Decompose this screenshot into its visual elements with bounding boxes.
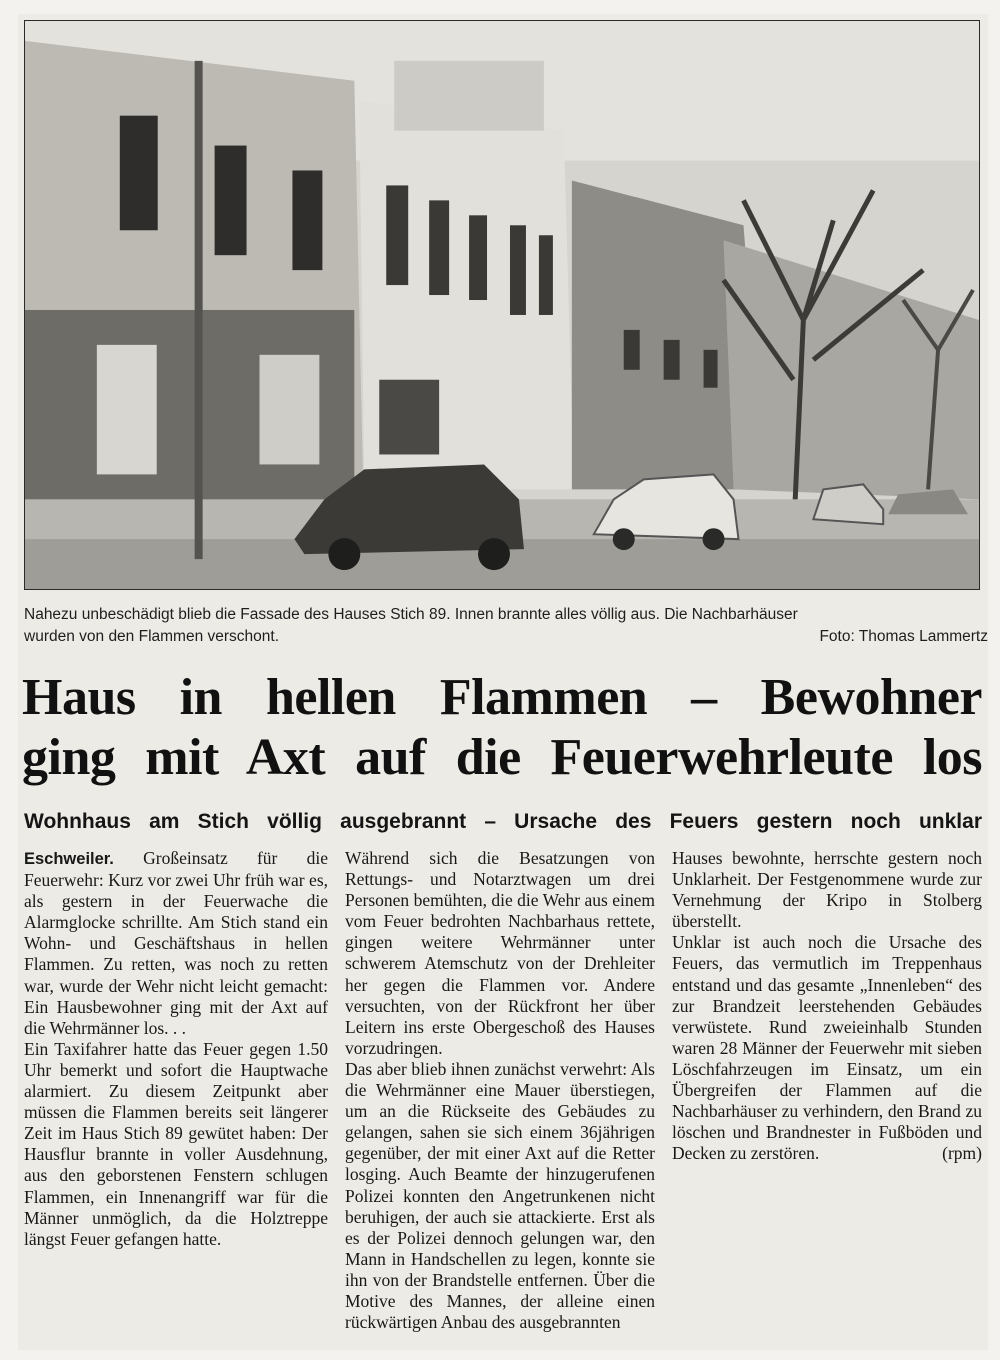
article-photo: [24, 20, 980, 590]
dateline: Eschweiler.: [24, 850, 114, 868]
article-column-1: [24, 848, 328, 1250]
article-paragraph: [24, 848, 328, 1039]
photo-credit: Foto: Thomas Lammertz: [819, 628, 988, 645]
author-initials: (rpm): [942, 1143, 982, 1164]
paragraph-text: Unklar ist auch noch die Ursache des Feuers, das vermutlich im Treppenhaus entstand und das gesamte „Innenleben“ des zur Brandzeit leerstehenden Gebäudes verwüstete. Rund zweieinhalb Stunden waren 28 Männer der Feuerwehr mit sieben Löschfahrzeugen im Einsatz, um ein Übergreifen der Flammen auf die Nachbarhäuser zu verhindern, den Brand zu löschen und Brandnester in Fußböden und Decken zu zerstören.: [672, 932, 982, 1164]
headline-line-1: Haus in hellen Flammen – Bewohner: [22, 669, 982, 726]
article-column-3: [672, 848, 982, 1164]
headline: [22, 668, 982, 788]
article-paragraph-continued: [345, 1059, 655, 1333]
article-paragraph: Ein Taxifahrer hatte das Feuer gegen 1.50 Uhr bemerkt und sofort die Hauptwache alarmiert. Zu diesem Zeitpunkt aber müssen die Flammen bereits seit längerer Zeit im Haus Stich 89 gewütet haben: Der Hausflur brannte in voller Ausdehnung, aus den geborstenen Fenstern schlugen Flammen, ein Innenangriff war für die Männer unmöglich, da die Holztreppe längst Feuer gefangen hatte.: [24, 1038, 328, 1249]
paragraph-text: Das aber blieb ihnen zunächst verwehrt: Als die Wehrmänner eine Mauer überstiegen, um an die Rückseite des Gebäudes zu gelangen, sahen sie sich einem 36jährigen gegenüber, der mit einer Axt auf die Retter losging. Auch Beamte der hinzugerufenen Polizei konnten den Angetrunkenen nicht beruhigen, der auch sie attackierte. Erst als es der Polizei dennoch gelungen war, den Mann in Handschellen zu legen, konnte sie ihn von der Brandstelle entfernen. Über die Motive des Mannes, der alleine einen rückwärtigen Anbau des ausgebrannten: [345, 1058, 655, 1333]
caption-line-2-text: wurden von den Flammen verschont.: [24, 628, 280, 645]
caption-line-1: Nahezu unbeschädigt blieb die Fassade des Hauses Stich 89. Innen brannte alles völlig aus. Die Nachbarhäuser: [24, 606, 798, 623]
paragraph-text: Großeinsatz für die Feuerwehr: Kurz vor zwei Uhr früh war es, als gestern in der Feuerwache die Alarmglocke schrillte. Am Stich stand ein Wohn- und Geschäftshaus in hellen Flammen. Zu retten, was noch zu retten war, wurde der Wehr nicht leicht gemacht: Ein Hausbewohner ging mit der Axt auf die Wehrmänner los. . .: [24, 848, 329, 1038]
photo-caption: [24, 604, 988, 648]
article-paragraph: Während sich die Besatzungen von Rettungs- und Notarztwagen um drei Personen bemühten, die die Wehr aus einem vom Feuer bedrohten Nachbarhaus rettete, gingen weitere Wehrmänner unter schwerem Atemschutz von der Drehleiter her gegen die Flammen vor. Andere versuchten, von der Rückfront her über Leitern ins erste Obergeschoß des Hauses vorzudringen.: [345, 848, 655, 1058]
article-paragraph: [672, 932, 982, 1164]
subheadline: Wohnhaus am Stich völlig ausgebrannt – Ursache des Feuers gestern noch unklar: [24, 810, 982, 833]
street-photo-image: [25, 21, 979, 589]
headline-line-2: ging mit Axt auf die Feuerwehrleute los: [22, 729, 982, 786]
article-column-2: [345, 848, 655, 1333]
article-paragraph-continued: Hauses bewohnte, herrschte gestern noch Unklarheit. Der Festgenommene wurde zur Vernehmung der Kripo in Stolberg überstellt.: [672, 848, 982, 932]
caption-line-2: [24, 626, 988, 648]
